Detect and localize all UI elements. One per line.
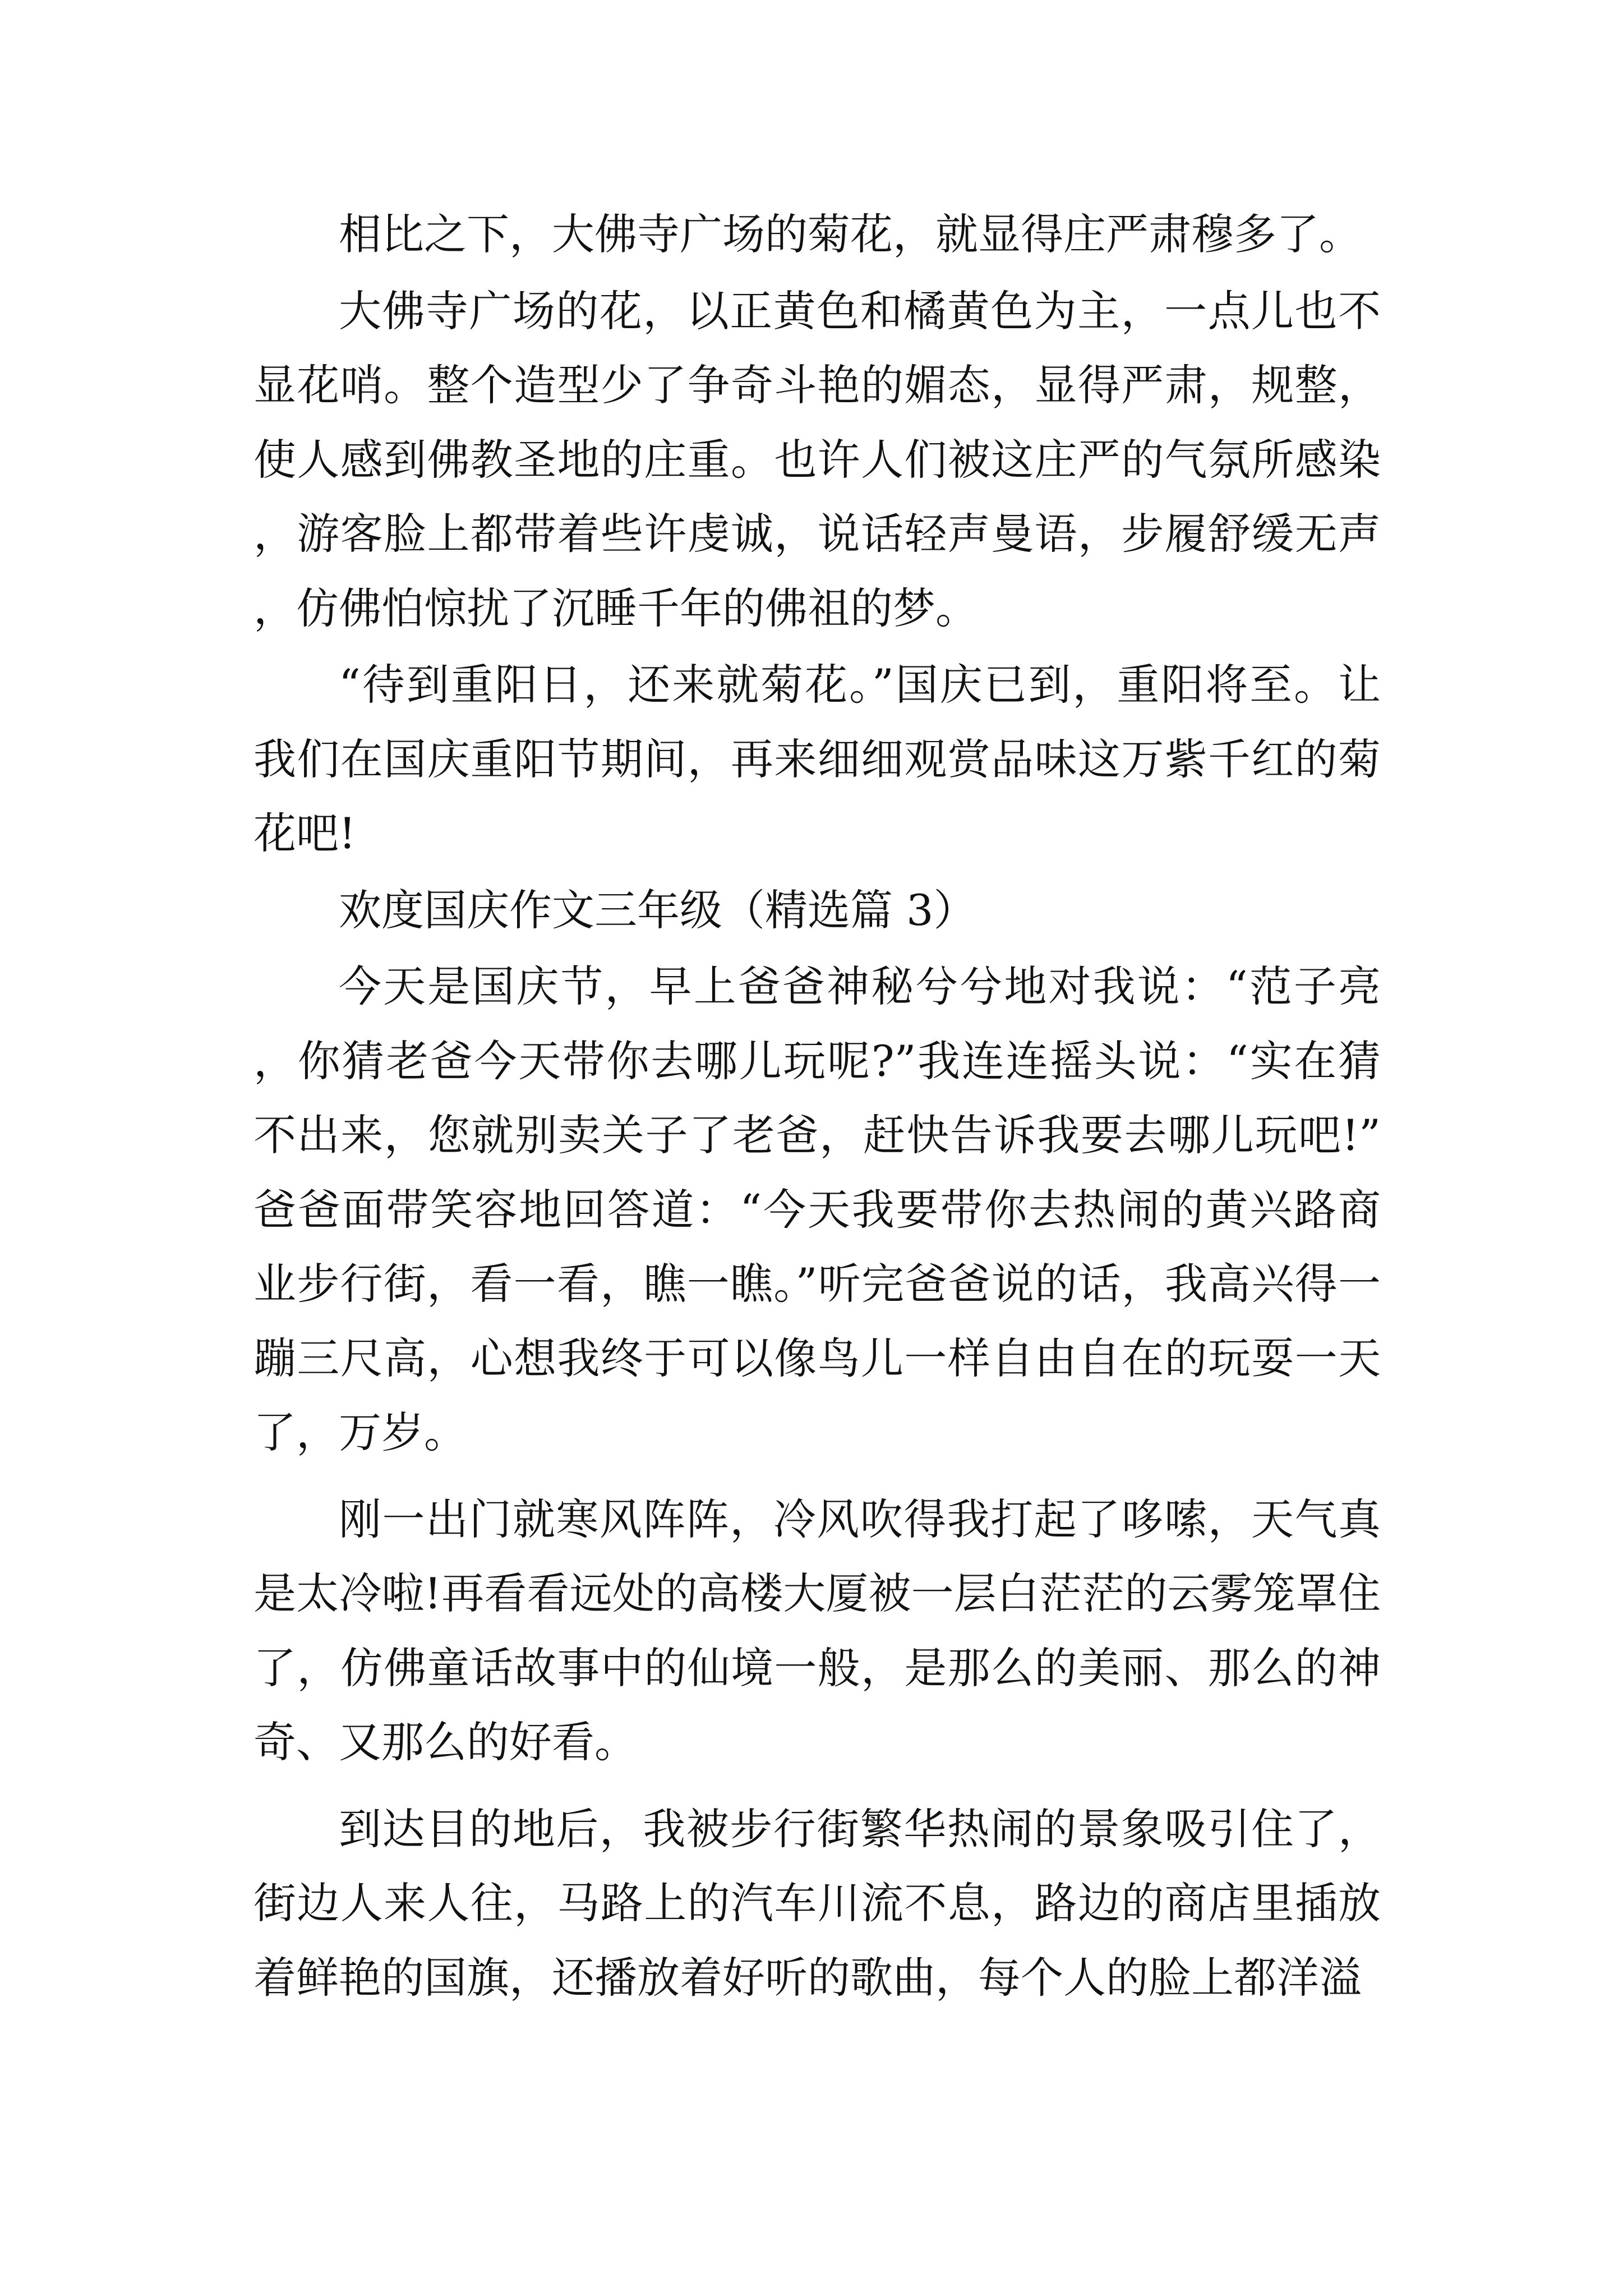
paragraph-4: 今天是国庆节，早上爸爸神秘兮兮地对我说：“范子亮，你猜老爸今天带你去哪儿玩呢?”我连连摇头说：“实在猜不出来，您就别卖关子了老爸，赶快告诉我要去哪儿玩吧!”爸爸面带笑容地回答道：“今天我要带你去热闹的黄兴路商业步行街，看一看，瞧一瞧。”听完爸爸说的话，我高兴得一蹦三尺高，心想我终于可以像鸟儿一样自由自在的玩耍一天了，万岁。 (253, 961, 1381, 1457)
paragraph-2: 大佛寺广场的花，以正黄色和橘黄色为主，一点儿也不显花哨。整个造型少了争奇斗艳的媚态，显得严肃，规整，使人感到佛教圣地的庄重。也许人们被这庄严的气氛所感染，游客脸上都带着些许虔诚，说话轻声曼语，步履舒缓无声，仿佛怕惊扰了沉睡千年的佛祖的梦。 (253, 286, 1381, 633)
paragraph-spacer (253, 1780, 1381, 1792)
paragraph-6: 到达目的地后，我被步行街繁华热闹的景象吸引住了，街边人来人往，马路上的汽车川流不息，路边的商店里插放着鲜艳的国旗，还播放着好听的歌曲，每个人的脸上都洋溢 (253, 1803, 1381, 2003)
paragraph-3: “待到重阳日，还来就菊花。”国庆已到，重阳将至。让我们在国庆重阳节期间，再来细细观赏品味这万紫千红的菊花吧! (253, 660, 1381, 858)
paragraph-5: 刚一出门就寒风阵阵，冷风吹得我打起了哆嗦，天气真是太冷啦!再看看远处的高楼大厦被一层白茫茫的云雾笼罩住了，仿佛童话故事中的仙境一般，是那么的美丽、那么的神奇、又那么的好看。 (253, 1494, 1381, 1767)
document-body (253, 197, 1381, 2015)
paragraph-spacer (253, 1470, 1381, 1483)
paragraph-1: 相比之下，大佛寺广场的菊花，就显得庄严肃穆多了。 (339, 209, 1362, 259)
section-heading: 欢度国庆作文三年级（精选篇 3） (339, 885, 976, 935)
